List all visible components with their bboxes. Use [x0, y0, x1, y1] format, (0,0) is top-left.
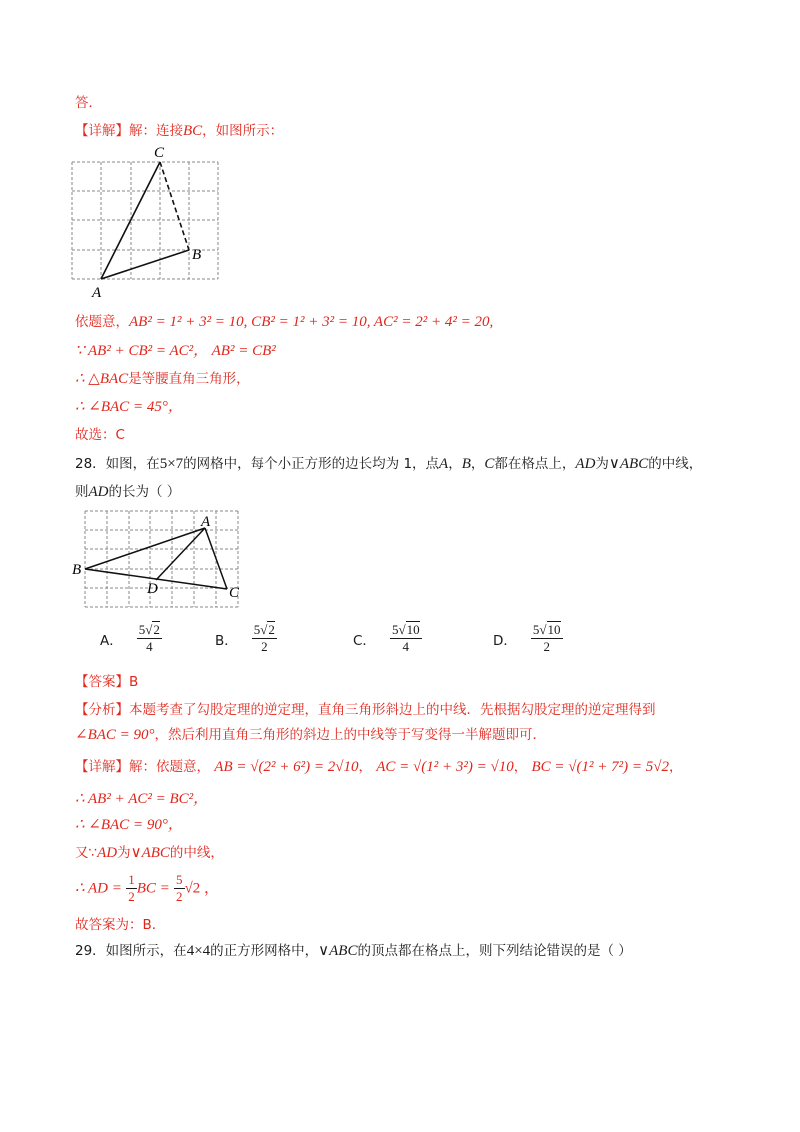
q28-ad-prefix: ∴ AD =: [75, 880, 122, 897]
q28-detail-bc: BC = √(1² + 7²) = 5√2: [531, 759, 669, 775]
q28-point-a: A: [439, 456, 449, 472]
q28-detail-label: 【详解】解：依题意，: [75, 759, 210, 775]
prev-therefore1-line: [75, 369, 250, 389]
q28-point-c: C: [484, 456, 495, 472]
prev-therefore1-prefix: ∴ △BAC: [75, 371, 129, 387]
q28-detail-ac: AC = √(1² + 3²) = √10: [376, 759, 514, 775]
q28-ad-five-den: 2: [176, 889, 183, 904]
q28-stem-text4: 的中线，: [648, 456, 703, 472]
option-c-label: C．: [353, 632, 376, 649]
option-b-den: 2: [261, 639, 268, 654]
q28-detail-sep3: ，: [669, 759, 683, 775]
q28-analysis-angle: ∠BAC = 90°: [75, 727, 155, 743]
prev-detail-rest: ，如图所示：: [202, 123, 284, 139]
q29-stem: [75, 941, 632, 961]
q28-ad-half: [126, 872, 137, 905]
q28-also-triangle: ∨ABC: [130, 845, 170, 861]
prev-yiti-line: [75, 312, 493, 332]
option-b-coef: 5: [253, 622, 261, 637]
option-b[interactable]: [215, 622, 277, 655]
q28-therefore-1: ∴ AB² + AC² = BC²，: [75, 791, 209, 807]
q28-ad-half-den: 2: [128, 889, 135, 904]
option-a-coef: 5: [138, 622, 146, 637]
option-c-fraction: $\frac{5√10}{4}$: [391, 622, 420, 654]
q28-stem-line2: [75, 482, 180, 502]
q28-also-end: 的中线，: [169, 845, 224, 861]
option-a-fraction: $\frac{5√2}{4}$: [138, 622, 160, 654]
q28-ad-five: [174, 872, 185, 905]
option-b-fraction: $\frac{5√2}{2}$: [253, 622, 275, 654]
option-c-coef: 5: [391, 622, 399, 637]
fig-q28-label-d: D: [147, 581, 158, 597]
option-a-den: 4: [146, 639, 153, 654]
q28-question: 的长为（ ）: [108, 484, 181, 500]
q28-ad2: AD: [88, 484, 109, 500]
q28-sep1: ，: [448, 456, 462, 472]
q28-sep2: ，: [470, 456, 485, 472]
answer-tail: 答．: [75, 95, 102, 111]
q29-stem-c: 的正方形网格中，: [210, 943, 319, 959]
option-a-radicand: 2: [153, 622, 160, 637]
option-d-den: 2: [543, 639, 550, 654]
option-a[interactable]: [100, 622, 162, 655]
fig-prev-label-b: B: [192, 247, 202, 263]
q28-also-ad: AD: [97, 845, 118, 861]
q28-detail-line: [75, 757, 683, 777]
option-c-radicand: 10: [406, 622, 420, 637]
q28-detail-ab: AB = √(2² + 6²) = 2√10: [214, 759, 359, 775]
q28-grid-size: 5×7: [159, 456, 184, 472]
q28-ad-line: [75, 872, 219, 902]
option-d-label: D．: [493, 632, 517, 649]
q28-ad-end: √2 ，: [184, 880, 220, 897]
prev-yiti-label: 依题意，: [75, 314, 129, 330]
q28-also-line: [75, 843, 224, 863]
option-d-fraction: $\frac{5√10}{2}$: [532, 622, 561, 654]
q28-detail-sep1: ，: [358, 759, 372, 775]
option-b-radicand: 2: [268, 622, 275, 637]
q28-stem-text2: 的网格中，每个小正方形的边长均为 1，点: [183, 456, 440, 472]
q28-stem-text3: 都在格点上，: [494, 456, 576, 472]
option-a-label: A．: [100, 632, 123, 649]
fig-prev-label-c: C: [154, 145, 165, 161]
q28-stem-text: 28．如图，在: [75, 456, 160, 472]
fig-q28-label-a: A: [201, 514, 211, 530]
q28-analysis-2: [75, 725, 546, 745]
prev-detail-label: 【详解】解：连接: [75, 123, 183, 139]
prev-therefore1-text: 是等腰直角三角形，: [128, 371, 250, 387]
q28-detail-sep2: ，: [513, 759, 528, 775]
q28-ad: AD: [575, 456, 596, 472]
prev-detail-bc: BC: [183, 123, 203, 139]
q29-triangle: ∨ABC: [318, 943, 358, 959]
fig-q28-label-b: B: [72, 562, 82, 578]
q28-ad-mid: BC =: [136, 880, 170, 897]
option-c-den: 4: [402, 639, 409, 654]
q28-wei: 为: [595, 456, 609, 472]
q28-analysis-text: ，然后利用直角三角形的斜边上的中线等于写变得一半解题即可．: [154, 727, 547, 743]
prev-detail-line: [75, 121, 283, 141]
fig-prev-label-a: A: [92, 285, 102, 301]
q29-stem-a: 29．如图所示，在: [75, 943, 187, 959]
q28-also-wei: 为: [117, 845, 131, 861]
option-d-radicand: 10: [547, 622, 561, 637]
option-d[interactable]: [493, 622, 563, 655]
q28-point-b: B: [461, 456, 471, 472]
q28-ad-half-num: 1: [128, 872, 135, 887]
q28-ze: 则: [75, 484, 89, 500]
q28-triangle: ∨ABC: [608, 456, 649, 472]
q28-therefore-2: ∴ ∠BAC = 90°，: [75, 817, 183, 833]
q28-ad-five-num: 5: [176, 872, 183, 887]
prev-therefore2-line: ∴ ∠BAC = 45°，: [75, 399, 183, 415]
option-b-label: B．: [215, 632, 238, 649]
q28-final: 故答案为：B．: [75, 917, 166, 933]
q28-answer: 【答案】B: [75, 674, 139, 690]
option-d-coef: 5: [532, 622, 540, 637]
fig-q28-label-c: C: [229, 585, 240, 601]
prev-yiti-math: AB² = 1² + 3² = 10, CB² = 1² + 3² = 10, AC² = 2² + 4² = 20,: [129, 314, 494, 330]
q29-grid-size: 4×4: [186, 943, 211, 959]
option-c[interactable]: [353, 622, 422, 655]
prev-answer: 故选：C: [75, 427, 125, 443]
q28-analysis-1: 【分析】本题考查了勾股定理的逆定理，直角三角形斜边上的中线．先根据勾股定理的逆定理得到: [75, 702, 656, 718]
q29-stem-e: 的顶点都在格点上，则下列结论错误的是（ ）: [357, 943, 632, 959]
q28-also-a: 又∵: [75, 845, 98, 861]
q28-stem-line1: [75, 454, 702, 474]
prev-because-line: ∵ AB² + CB² = AC²， AB² = CB²: [75, 343, 276, 359]
